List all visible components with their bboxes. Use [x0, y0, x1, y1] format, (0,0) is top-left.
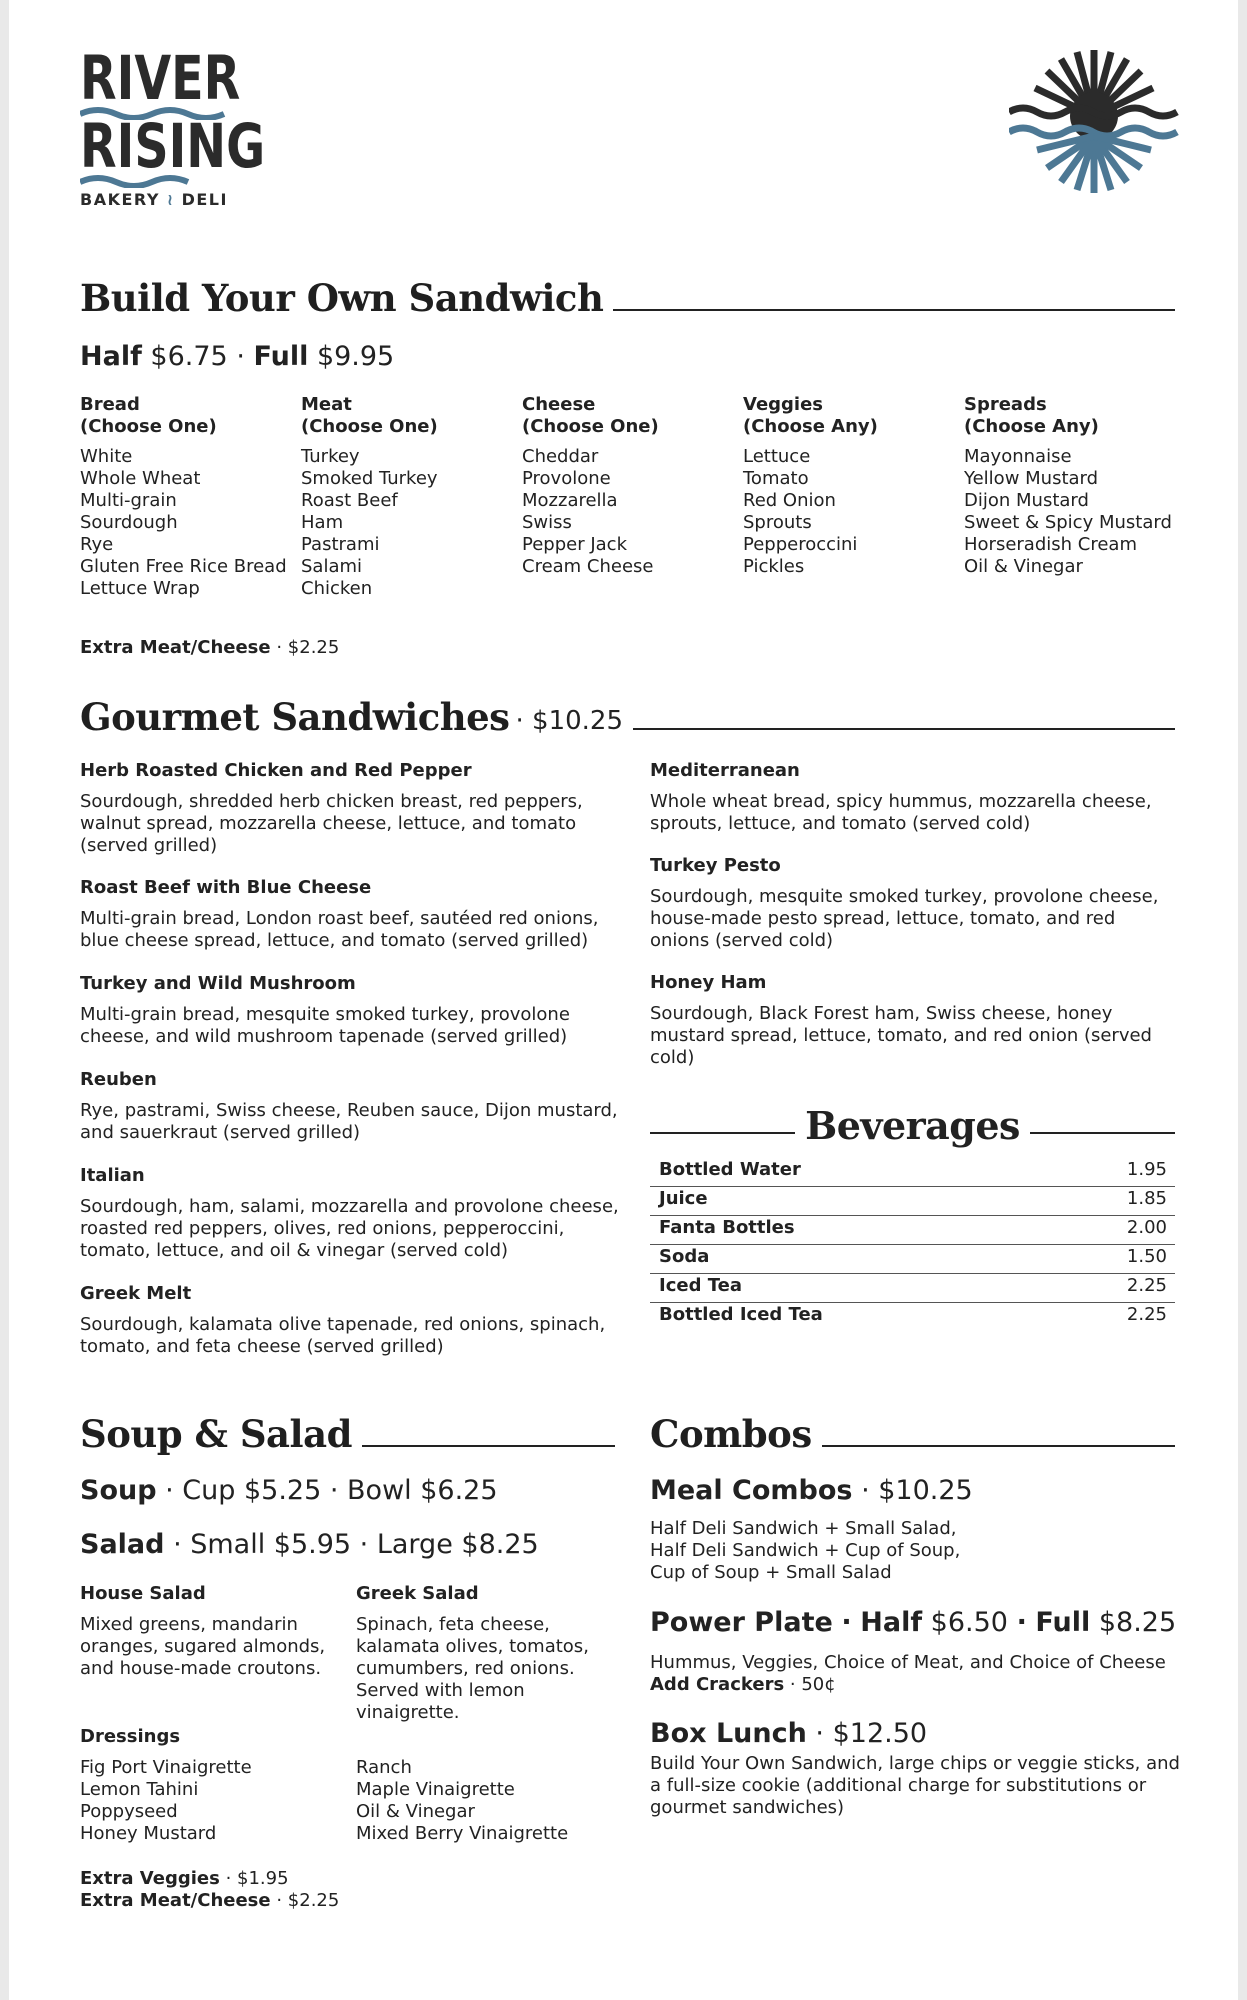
box-lunch-desc: Build Your Own Sandwich, large chips or veggie sticks, and a full-size cookie (additional charge for substitutions or gourmet sandwiches): [650, 1753, 1180, 1818]
list-item: Multi-grain: [80, 490, 177, 511]
list-item: Cream Cheese: [522, 556, 654, 577]
list-item: Mixed Berry Vinaigrette: [356, 1823, 569, 1844]
byo-title: Build Your Own Sandwich: [80, 276, 604, 320]
byo-column-bread: Bread (Choose One) White Whole Wheat Multi-grain Sourdough Rye Gluten Free Rice Bread Lettuce Wrap: [80, 394, 295, 600]
list-item: Lettuce: [743, 446, 811, 467]
list-item: Fig Port Vinaigrette: [80, 1757, 252, 1778]
gourmet-item: Italian Sourdough, ham, salami, mozzarella and provolone cheese, roasted red peppers, olives, red onions, pepperoccini, tomato, lettuce, and oil & vinegar (served cold): [80, 1165, 619, 1261]
list-item: Honey Mustard: [80, 1823, 217, 1844]
dressings-right-list: [356, 1757, 568, 1845]
list-item: Smoked Turkey: [301, 468, 438, 489]
meal-combos-title: Meal Combos · $10.25: [650, 1475, 973, 1506]
list-item: Whole Wheat: [80, 468, 201, 489]
gourmet-price: · $10.25: [515, 706, 624, 736]
table-row: Bottled Water 1.95: [650, 1158, 1175, 1187]
list-item: Gluten Free Rice Bread: [80, 556, 287, 577]
list-item: Ham: [301, 512, 344, 533]
list-item: Sprouts: [743, 512, 812, 533]
gourmet-item: Reuben Rye, pastrami, Swiss cheese, Reuben sauce, Dijon mustard, and sauerkraut (served grilled): [80, 1069, 618, 1143]
list-item: Red Onion: [743, 490, 836, 511]
combos-header: [650, 1412, 1175, 1456]
byo-column-veggies: Veggies (Choose Any) Lettuce Tomato Red Onion Sprouts Pepperoccini Pickles: [743, 394, 953, 578]
soup-salad-title: Soup & Salad: [80, 1412, 352, 1456]
list-item: Lemon Tahini: [80, 1779, 199, 1800]
byo-column-cheese: Cheese (Choose One) Cheddar Provolone Mozzarella Swiss Pepper Jack Cream Cheese: [522, 394, 732, 578]
gourmet-item: Greek Melt Sourdough, kalamata olive tapenade, red onions, spinach, tomato, and feta cheese (served grilled): [80, 1283, 606, 1357]
gourmet-item: Turkey and Wild Mushroom Multi-grain bread, mesquite smoked turkey, provolone cheese, and wild mushroom tapenade (served grilled): [80, 973, 570, 1047]
list-item: Roast Beef: [301, 490, 398, 511]
list-item: Cup of Soup + Small Salad: [650, 1562, 892, 1583]
list-item: Pepper Jack: [522, 534, 627, 555]
list-item: Turkey: [301, 446, 360, 467]
list-item: Provolone: [522, 468, 611, 489]
gourmet-header: [80, 695, 1175, 739]
list-item: Horseradish Cream: [964, 534, 1137, 555]
list-item: Mayonnaise: [964, 446, 1072, 467]
brand-subtitle: BAKERY ≀ DELI: [80, 190, 228, 209]
dressings-left-list: [80, 1757, 252, 1845]
list-item: Cheddar: [522, 446, 599, 467]
soup-salad-extras: Extra Veggies · $1.95 Extra Meat/Cheese · $2.25: [80, 1868, 340, 1911]
list-item: Dijon Mustard: [964, 490, 1089, 511]
gourmet-item: Herb Roasted Chicken and Red Pepper Sourdough, shredded herb chicken breast, red peppers, walnut spread, mozzarella cheese, lettuce, and tomato (served grilled): [80, 760, 583, 856]
gourmet-item: Honey Ham Sourdough, Black Forest ham, Swiss cheese, honey mustard spread, lettuce, tomato, and red onion (served cold): [650, 972, 1152, 1068]
list-item: Salami: [301, 556, 363, 577]
byo-prices: Half $6.75 · Full $9.95: [80, 341, 395, 372]
table-row: Fanta Bottles 2.00: [650, 1216, 1175, 1245]
brand-logo: [80, 43, 266, 209]
gourmet-item: Roast Beef with Blue Cheese Multi-grain bread, London roast beef, sautéed red onions, blue cheese spread, lettuce, and tomato (served grilled): [80, 877, 599, 951]
combos-title: Combos: [650, 1412, 812, 1456]
list-item: Pastrami: [301, 534, 380, 555]
gourmet-left-column: [80, 760, 620, 1358]
soup-prices: Soup · Cup $5.25 · Bowl $6.25: [80, 1475, 498, 1506]
byo-header: [80, 276, 1175, 320]
byo-column-meat: Meat (Choose One) Turkey Smoked Turkey Roast Beef Ham Pastrami Salami Chicken: [301, 394, 511, 600]
gourmet-rule: [633, 728, 1175, 730]
list-item: Chicken: [301, 578, 373, 599]
byo-column-spreads: Spreads (Choose Any) Mayonnaise Yellow Mustard Dijon Mustard Sweet & Spicy Mustard Horseradish Cream Oil & Vinegar: [964, 394, 1179, 578]
meal-combos-list: [650, 1518, 960, 1584]
list-item: Pepperoccini: [743, 534, 858, 555]
gourmet-right-column: [650, 760, 1180, 1069]
list-item: Maple Vinaigrette: [356, 1779, 515, 1800]
table-row: Iced Tea 2.25: [650, 1274, 1175, 1303]
power-plate-title: Power Plate · Half $6.50 · Full $8.25: [650, 1607, 1177, 1638]
list-item: Lettuce Wrap: [80, 578, 200, 599]
sun-water-icon: [1009, 50, 1179, 195]
list-item: Yellow Mustard: [964, 468, 1099, 489]
beverages-header: [650, 1103, 1175, 1149]
brand-line-1: RIVER: [80, 43, 241, 114]
beverages-title: Beverages: [805, 1103, 1020, 1148]
dressings-title: Dressings: [80, 1726, 181, 1747]
table-row: Bottled Iced Tea 2.25: [659, 1304, 1167, 1325]
list-item: Sourdough: [80, 512, 178, 533]
list-item: White: [80, 446, 133, 467]
list-item: Sweet & Spicy Mustard: [964, 512, 1172, 533]
list-item: Swiss: [522, 512, 572, 533]
gourmet-title: Gourmet Sandwiches: [80, 695, 510, 739]
table-row: Juice 1.85: [650, 1187, 1175, 1216]
list-item: Pickles: [743, 556, 805, 577]
power-plate-desc: Hummus, Veggies, Choice of Meat, and Choice of Cheese Add Crackers · 50¢: [650, 1652, 1166, 1695]
gourmet-item: Mediterranean Whole wheat bread, spicy hummus, mozzarella cheese, sprouts, lettuce, and tomato (served cold): [650, 760, 1152, 834]
salad-prices: Salad · Small $5.95 · Large $8.25: [80, 1529, 539, 1560]
byo-extra: Extra Meat/Cheese · $2.25: [80, 637, 340, 658]
list-item: Half Deli Sandwich + Small Salad,: [650, 1518, 957, 1539]
list-item: Rye: [80, 534, 114, 555]
house-salad: House Salad Mixed greens, mandarin oranges, sugared almonds, and house-made croutons.: [80, 1583, 326, 1679]
box-lunch-title: Box Lunch · $12.50: [650, 1718, 928, 1749]
list-item: Ranch: [356, 1757, 412, 1778]
list-item: Oil & Vinegar: [964, 556, 1083, 577]
byo-rule: [613, 309, 1175, 311]
list-item: Half Deli Sandwich + Cup of Soup,: [650, 1540, 961, 1561]
menu-page: [9, 0, 1238, 2000]
brand-line-2: RISING: [80, 111, 266, 182]
list-item: Mozzarella: [522, 490, 618, 511]
list-item: Oil & Vinegar: [356, 1801, 475, 1822]
beverages-table: [650, 1158, 1175, 1332]
gourmet-item: Turkey Pesto Sourdough, mesquite smoked turkey, provolone cheese, house-made pesto spread, lettuce, tomato, and red onions (served cold): [650, 855, 1159, 951]
list-item: Tomato: [743, 468, 809, 489]
soup-salad-header: [80, 1412, 615, 1456]
greek-salad: Greek Salad Spinach, feta cheese, kalamata olives, tomatos, cumumbers, red onions. Served with lemon vinaigrette.: [356, 1583, 589, 1723]
list-item: Poppyseed: [80, 1801, 178, 1822]
table-row: Soda 1.50: [650, 1245, 1175, 1274]
